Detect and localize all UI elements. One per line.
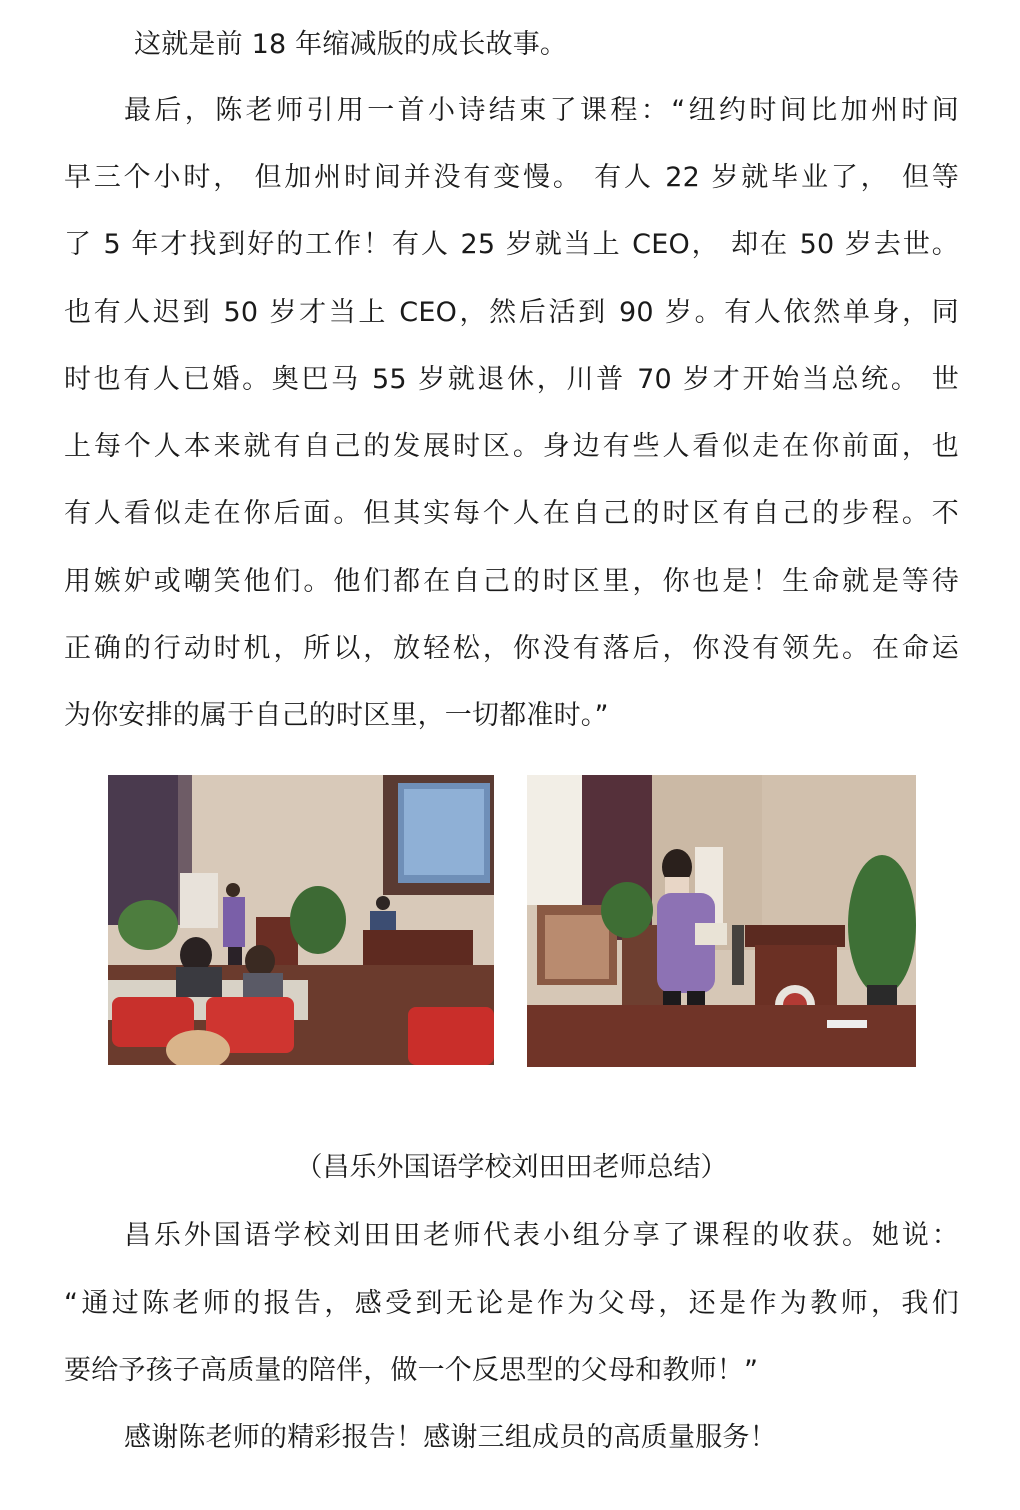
poem-line-2: 早三个小时， 但加州时间并没有变慢。 有人 22 岁就毕业了， 但等 <box>64 162 959 193</box>
poem-line-1: 最后，陈老师引用一首小诗结束了课程：“纽约时间比加州时间 <box>124 95 959 126</box>
poem-line-10: 为你安排的属于自己的时区里，一切都准时。” <box>64 700 609 731</box>
intro-line: 这就是前 18 年缩减版的成长故事。 <box>134 29 568 60</box>
speaker-photo-right <box>527 775 916 1067</box>
closing-line: 感谢陈老师的精彩报告！感谢三组成员的高质量服务！ <box>124 1422 777 1453</box>
speaker-photo-right-image <box>527 775 916 1067</box>
poem-line-4: 也有人迟到 50 岁才当上 CEO，然后活到 90 岁。有人依然单身，同 <box>64 297 959 328</box>
poem-line-8: 用嫉妒或嘲笑他们。他们都在自己的时区里，你也是！生命就是等待 <box>64 566 959 597</box>
summary-line-3: 要给予孩子高质量的陪伴，做一个反思型的父母和教师！” <box>64 1355 759 1386</box>
classroom-photo-left-image <box>108 775 494 1065</box>
summary-line-1: 昌乐外国语学校刘田田老师代表小组分享了课程的收获。她说： <box>124 1220 959 1251</box>
poem-line-5: 时也有人已婚。奥巴马 55 岁就退休，川普 70 岁才开始当总统。 世 <box>64 364 959 395</box>
poem-line-9: 正确的行动时机，所以，放轻松，你没有落后，你没有领先。在命运 <box>64 633 959 664</box>
photo-caption: （昌乐外国语学校刘田田老师总结） <box>295 1152 728 1183</box>
poem-line-7: 有人看似走在你后面。但其实每个人在自己的时区有自己的步程。不 <box>64 498 959 529</box>
summary-line-2: “通过陈老师的报告，感受到无论是作为父母，还是作为教师，我们 <box>64 1288 959 1319</box>
poem-line-6: 上每个人本来就有自己的发展时区。身边有些人看似走在你前面，也 <box>64 431 959 462</box>
classroom-photo-left <box>108 775 494 1065</box>
poem-line-3: 了 5 年才找到好的工作！有人 25 岁就当上 CEO， 却在 50 岁去世。 <box>64 229 959 260</box>
